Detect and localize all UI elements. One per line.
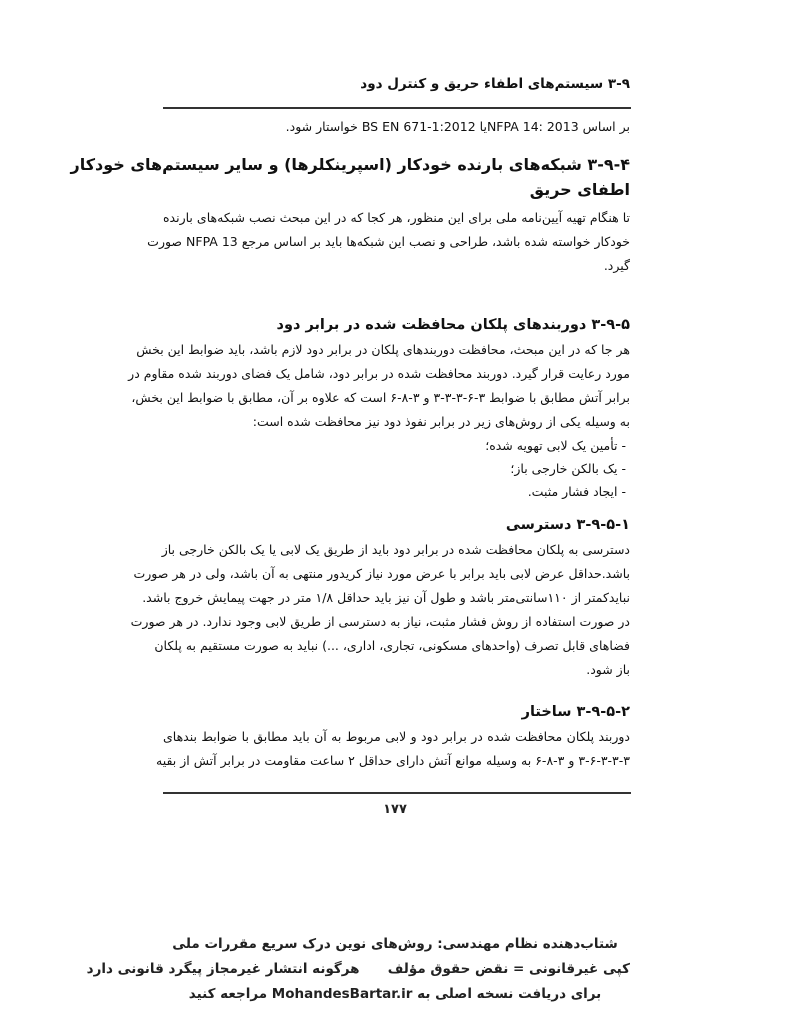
section-heading: ۳-۹-۵ دوربندهای پلکان محافظت شده در برابر دود: [276, 317, 630, 333]
list-item: - یک بالکن خارجی باز؛: [510, 461, 626, 476]
list-item: - تأمین یک لابی تهویه شده؛: [485, 438, 626, 453]
section-heading: ۳-۹-۵-۲ ساختار: [521, 704, 630, 720]
section-4: ۳-۹-۴ شبکه‌های بارنده خودکار (اسپرینکلرها) و سایر سیستم‌های خودکار اطفای حریق تا هنگام تهیه آیین‌نامه ملی برای این منظور، هر کجا که در این مبحث نصب شبکه‌های بارنده خودکار خواسته شده باشد، طراحی و نصب این شبکه‌ها باید بر اساس مرجع NFPA 13 صورت گیرد.: [163, 152, 630, 278]
header-rule: [163, 107, 631, 109]
section-5-1: ۳-۹-۵-۱ دسترسی دسترسی به پلکان محافظت شده در برابر دود باید از طریق یک لابی یا یک بالکن خارجی باز باشد.حداقل عرض لابی باید برابر با عرض مورد نیاز کریدور منتهی به آن باشد، ولی در هر صورت نبایدکمتر از ۱۱۰سانتی‌متر باشد و طول آن نیز باید حداقل ۱/۸ متر در جهت پیمایش خروج باشد. در صورت استفاده از روش فشار مثبت، نیاز به دسترسی از طریق لابی وجود ندارد. در هر صورت فضاهای قابل تصرف (واحدهای مسکونی، تجاری، اداری، ...) نباید به صورت مستقیم به پلکان باز شود.: [163, 513, 630, 682]
section-heading: ۳-۹-۴ شبکه‌های بارنده خودکار (اسپرینکلرها) و سایر سیستم‌های خودکار: [70, 155, 630, 174]
intro-line: بر اساس NFPA 14: 2013یا BS EN 671-1:2012 خواستار شود.: [285, 119, 630, 134]
footer-rule: [163, 792, 631, 794]
page-number: ۱۷۷: [383, 802, 407, 817]
section-heading: ۳-۹-۵-۱ دسترسی: [505, 517, 630, 533]
section-5: ۳-۹-۵ دوربندهای پلکان محافظت شده در برابر دود هر جا که در این مبحث، محافظت دوربندهای پلکان در برابر دود لازم باشد، باید ضوابط این بخش مورد رعایت قرار گیرد. دوربند محافظت شده در برابر دود، شامل یک فضای دوربند شده مقاوم در برابر آتش مطابق با ضوابط ۳-۶-۳-۳-۳ و ۳-۸-۶ است که علاوه بر آن، مطابق با ضوابط این بخش، به وسیله یکی از روش‌های زیر در برابر نفوذ دود نیز محافظت شده است: - تأمین یک لابی تهویه شده؛ - یک بالکن خارجی باز؛ - ایجاد فشار مثبت.: [163, 313, 630, 503]
section-5-2: ۳-۹-۵-۲ ساختار دوربند پلکان محافظت شده در برابر دود و لابی مربوط به آن باید مطابق با ضوابط بندهای ۳-۶-۳-۳-۳ و ۳-۸-۶ به وسیله موانع آتش دارای حداقل ۲ ساعت مقاومت در برابر آتش از بقیه: [163, 700, 630, 773]
section-heading: اطفای حریق: [529, 180, 630, 199]
running-header: ۳-۹ سیستم‌های اطفاء حریق و کنترل دود: [360, 76, 630, 92]
watermark-footer: شتاب‌دهنده نظام مهندسی: روش‌های نوین درک سریع مقررات ملی کپی غیرقانونی = نقض حقوق مؤلف هرگونه انتشار غیرمجاز پیگرد قانونی دارد برای دریافت نسخه اصلی به MohandesBartar.ir مراجعه کنید: [86, 936, 630, 1002]
list-item: - ایجاد فشار مثبت.: [527, 484, 626, 499]
